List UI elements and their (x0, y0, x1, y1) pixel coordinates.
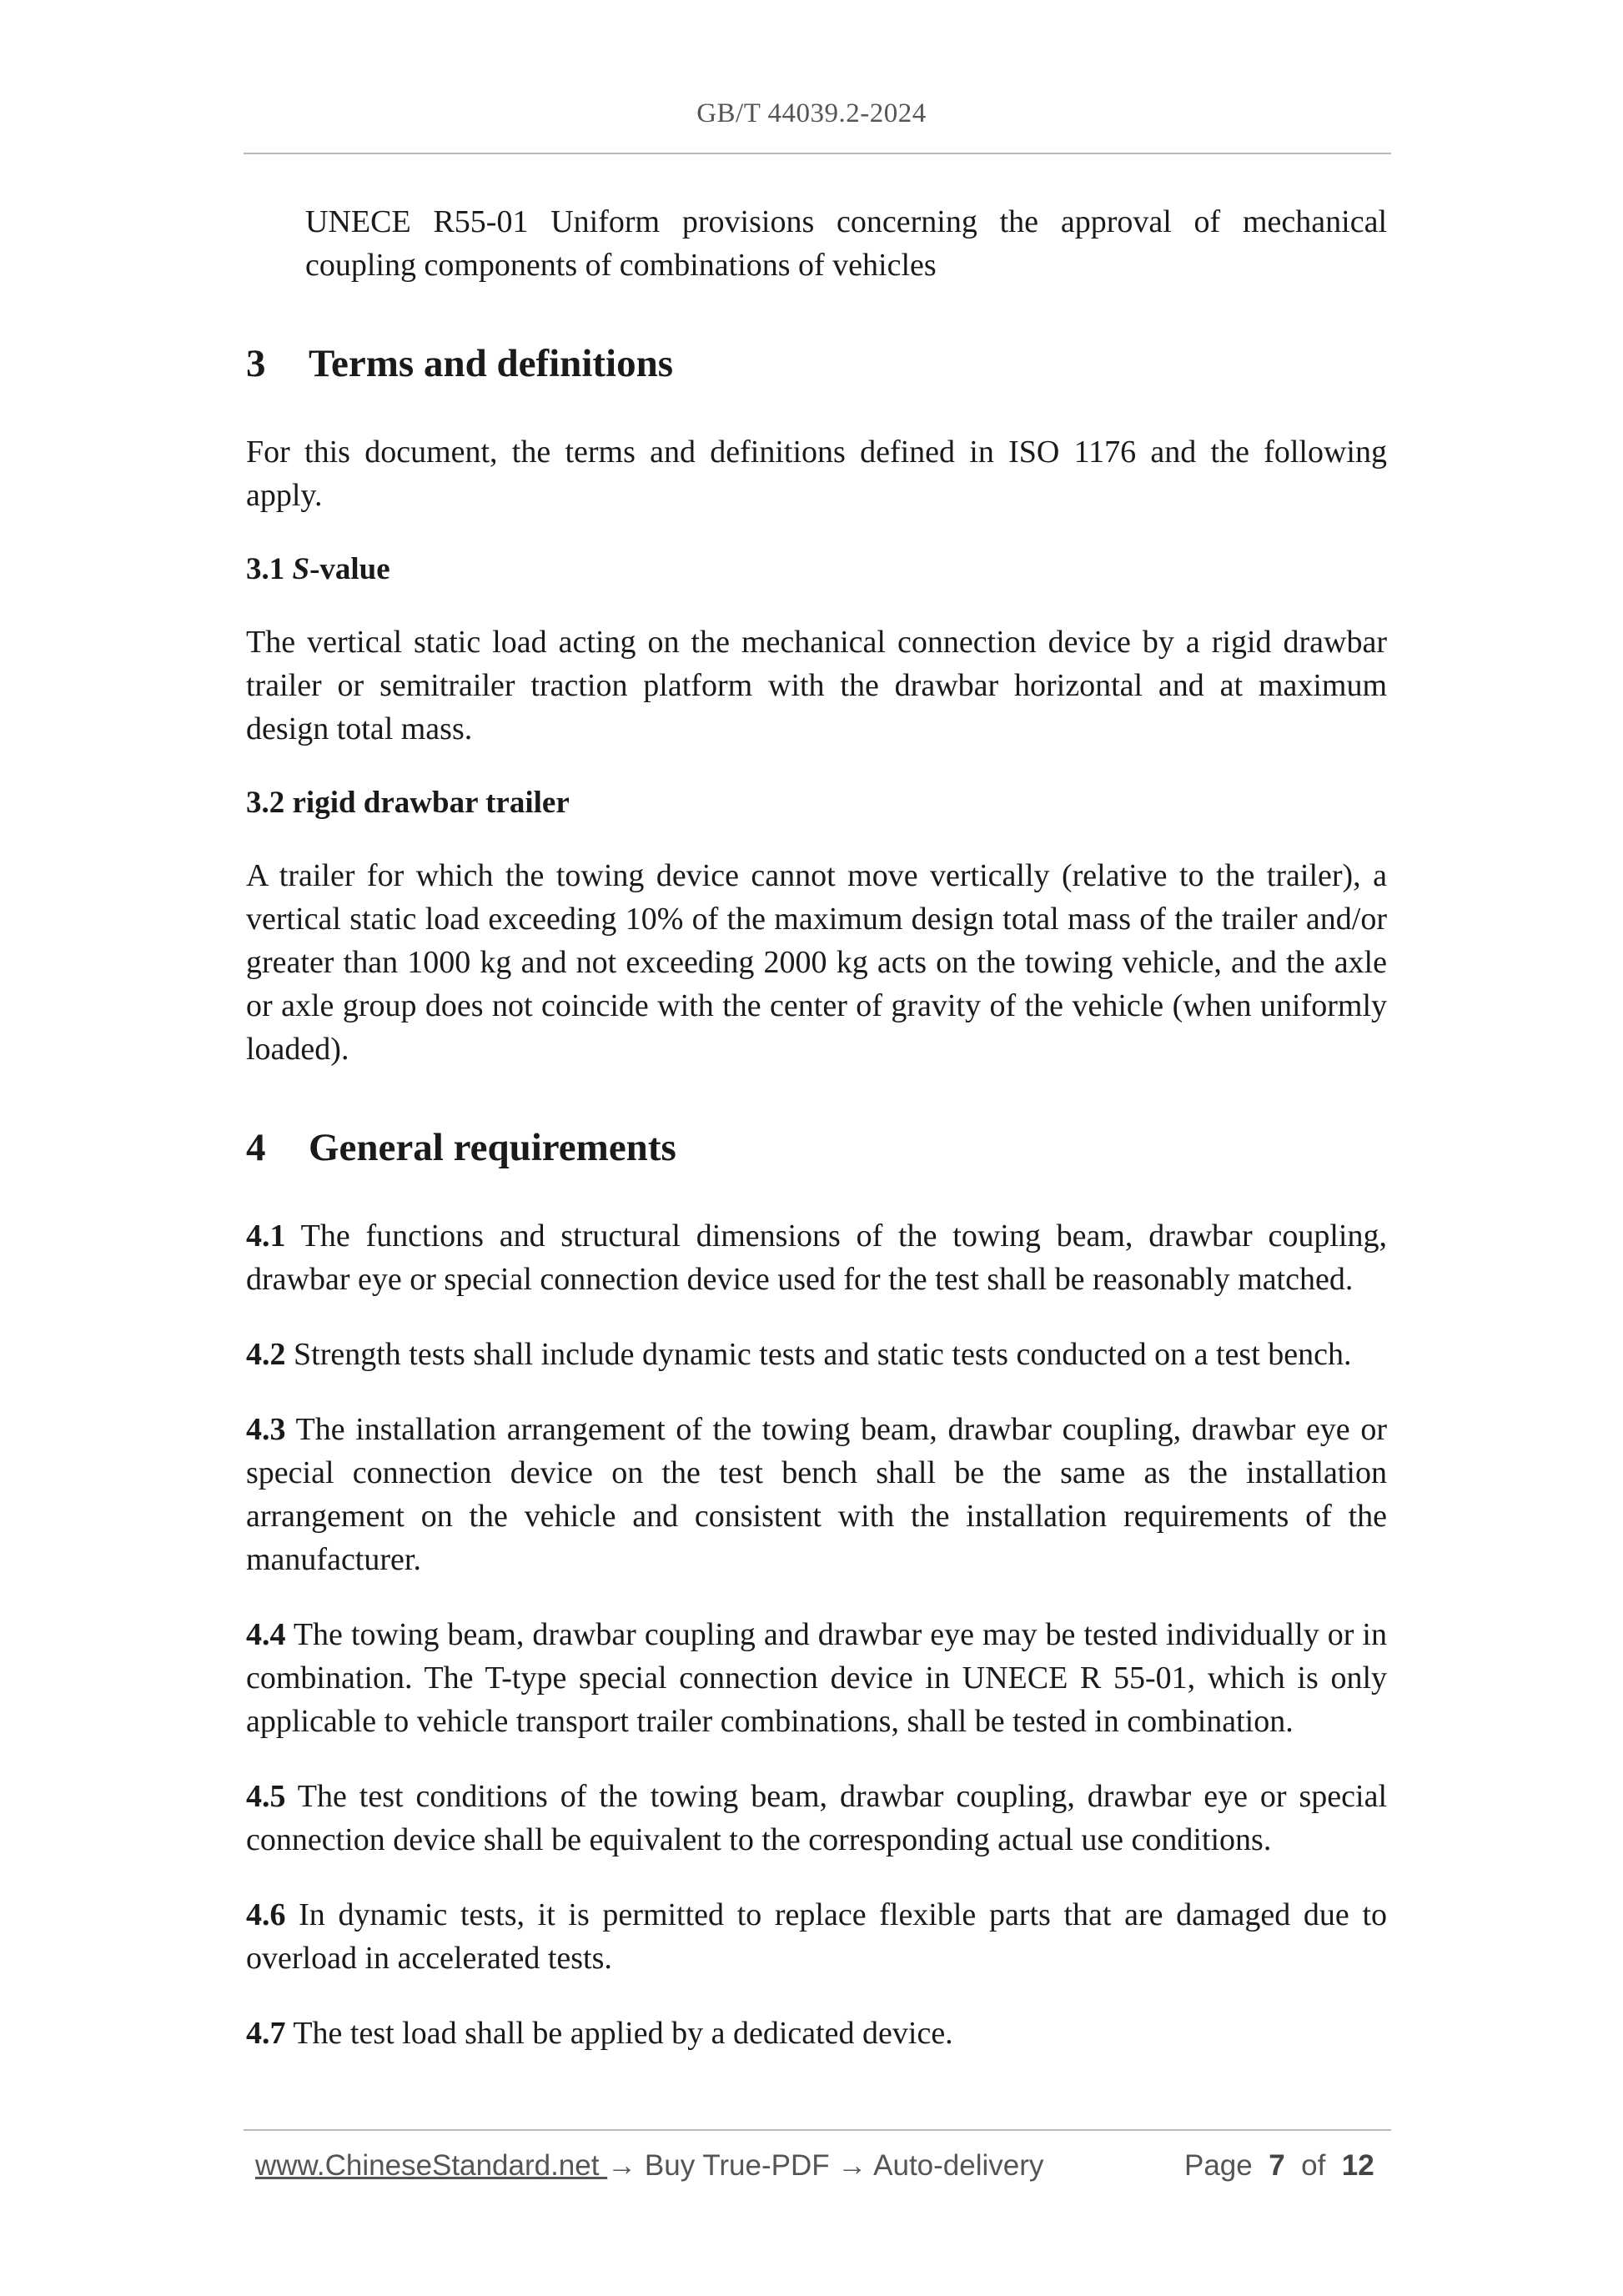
section-4-heading (246, 1123, 1387, 1173)
section-3-title: Terms and definitions (309, 342, 674, 385)
document-code-header: GB/T 44039.2-2024 (696, 98, 927, 128)
of-word: of (1301, 2149, 1326, 2182)
normative-reference-text: UNECE R55-01 Uniform provisions concerning the approval of mechanical coupling components of combinations of vehicles (305, 204, 1387, 283)
requirement-4-5 (246, 1775, 1387, 1861)
section-3-heading (246, 339, 1387, 389)
requirement-4-5-number: 4.5 (246, 1779, 286, 1814)
term-3-2-title (246, 782, 1387, 824)
page-content (246, 200, 1387, 2055)
term-3-1-number: 3.1 (246, 552, 285, 586)
term-3-2-title-text: rigid drawbar trailer (292, 786, 570, 820)
page-current: 7 (1269, 2149, 1285, 2182)
page-number (1184, 2149, 1374, 2183)
requirement-4-2-number: 4.2 (246, 1337, 286, 1372)
requirement-4-3-number: 4.3 (246, 1412, 286, 1447)
header-divider (244, 153, 1391, 154)
term-3-1-definition: The vertical static load acting on the mechanical connection device by a rigid drawbar trailer or semitrailer traction platform with the drawbar horizontal and at maximum design total mass. (246, 625, 1387, 746)
term-3-1-title-rest: -value (309, 552, 390, 586)
requirement-4-3-text: The installation arrangement of the towing beam, drawbar coupling, drawbar eye or special connection device on the test bench shall be the same as the installation arrangement on the vehicle and consistent with the installation requirements of the manufacturer. (246, 1412, 1387, 1577)
section-3-number: 3 (246, 342, 266, 385)
requirement-4-4 (246, 1613, 1387, 1743)
requirement-4-4-text: The towing beam, drawbar coupling and drawbar eye may be tested individually or in combination. The T-type special connection device in UNECE R 55-01, which is only applicable to vehicle transport trailer combinations, shall be tested in combination. (246, 1617, 1387, 1739)
footer-purchase-text: → Buy True-PDF → Auto-delivery (607, 2149, 1044, 2182)
term-3-1-title (246, 549, 1387, 590)
section-3-intro: For this document, the terms and definitions defined in ISO 1176 and the following apply. (246, 435, 1387, 513)
requirement-4-7-number: 4.7 (246, 2016, 286, 2051)
requirement-4-1-number: 4.1 (246, 1218, 286, 1254)
requirement-4-3 (246, 1408, 1387, 1581)
requirement-4-7-text: The test load shall be applied by a dedicated device. (293, 2016, 953, 2051)
requirement-4-6 (246, 1893, 1387, 1980)
requirement-4-7 (246, 2012, 1387, 2055)
page-footer (0, 2149, 1623, 2191)
footer-left (255, 2149, 1043, 2183)
section-4-number: 4 (246, 1126, 266, 1169)
page-total: 12 (1341, 2149, 1374, 2182)
requirement-4-6-number: 4.6 (246, 1897, 286, 1932)
term-3-2-number: 3.2 (246, 786, 285, 820)
requirement-4-2 (246, 1333, 1387, 1376)
site-link[interactable]: www.ChineseStandard.net (255, 2149, 608, 2182)
requirement-4-2-text: Strength tests shall include dynamic tests and static tests conducted on a test bench. (294, 1337, 1352, 1372)
requirement-4-4-number: 4.4 (246, 1617, 286, 1652)
footer-divider (244, 2129, 1391, 2131)
term-3-1-title-italic: S (292, 552, 310, 586)
requirement-4-1-text: The functions and structural dimensions of the towing beam, drawbar coupling, drawbar eye or special connection device used for the test shall be reasonably matched. (246, 1218, 1387, 1297)
page-word: Page (1184, 2149, 1253, 2182)
requirement-4-6-text: In dynamic tests, it is permitted to replace flexible parts that are damaged due to overload in accelerated tests. (246, 1897, 1388, 1976)
requirement-4-1 (246, 1214, 1387, 1301)
term-3-2-definition: A trailer for which the towing device cannot move vertically (relative to the trailer), a vertical static load exceeding 10% of the maximum design total mass of the trailer and/or greater than 1000 kg and not exceeding 2000 kg acts on the towing vehicle, and the axle or axle group does not coincide with the center of gravity of the vehicle (when uniformly loaded). (246, 858, 1387, 1067)
section-4-title: General requirements (309, 1126, 676, 1169)
requirement-4-5-text: The test conditions of the towing beam, drawbar coupling, drawbar eye or special connection device shall be equivalent to the corresponding actual use conditions. (246, 1779, 1387, 1857)
